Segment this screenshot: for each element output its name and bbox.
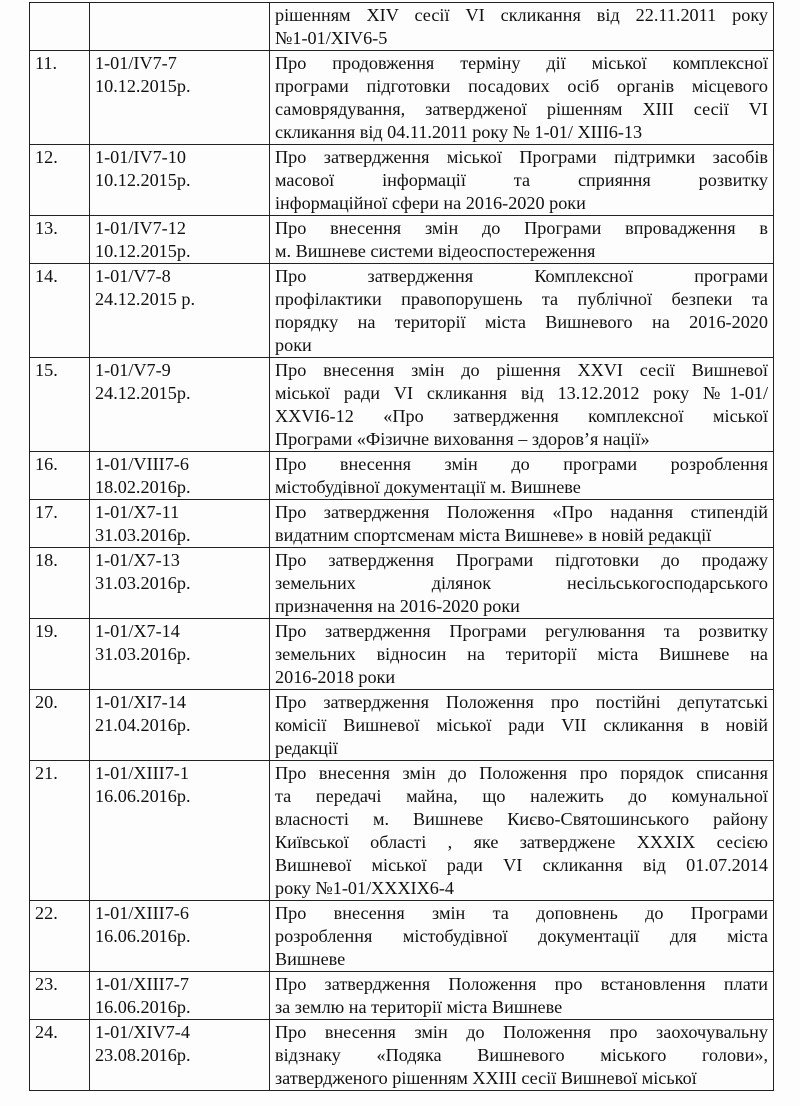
table-row [30, 619, 774, 690]
row-number: 11. [30, 51, 90, 145]
decision-title-line: видатним спортсменам міста Вишневе» в новій редакції [275, 525, 712, 545]
table-row [30, 761, 774, 901]
row-number: 22. [30, 901, 90, 972]
table-row [30, 500, 774, 548]
table-row [30, 1020, 774, 1091]
row-number: 23. [30, 972, 90, 1020]
decision-title-line: Про внесення змін до рішення XXVI сесії Вишневої [275, 360, 768, 380]
decision-title-line: масової інформації та сприяння розвитку [275, 170, 768, 190]
decision-code: 1-01/VIII7-6 [95, 454, 189, 474]
decision-date: 31.03.2016р. [95, 573, 191, 593]
decision-date: 10.12.2015р. [95, 241, 191, 261]
decision-title-line: 2016-2018 роки [275, 667, 396, 687]
decision-code-cell [90, 452, 270, 500]
decision-title-line: редакції [275, 738, 338, 758]
decision-date: 10.12.2015р. [95, 170, 191, 190]
table-row [30, 145, 774, 216]
decision-title-line: рішенням XIV сесії VI скликання від 22.11.2011 року [275, 5, 768, 25]
decision-title-cell [270, 358, 774, 452]
decision-date: 10.12.2015р. [95, 76, 191, 96]
decision-code-cell [90, 145, 270, 216]
decision-title-cell [270, 3, 774, 51]
decision-title-line: Про продовження терміну дії міської комплексної [275, 53, 768, 73]
table-row [30, 901, 774, 972]
decision-title-line: Про внесення змін до Положення про порядок списання [275, 763, 768, 783]
decision-title-line: Про затвердження Комплексної програми [275, 266, 768, 286]
decision-code-cell [90, 619, 270, 690]
table-row [30, 264, 774, 358]
decision-date: 16.06.2016р. [95, 997, 191, 1017]
decision-code-cell [90, 972, 270, 1020]
decision-title-cell [270, 216, 774, 264]
decision-title-line: відзнаку «Подяка Вишневого міського голови», [275, 1045, 768, 1065]
decision-code-cell [90, 548, 270, 619]
decision-title-line: містобудівної документації м. Вишневе [275, 477, 581, 497]
row-number: 15. [30, 358, 90, 452]
decision-code-cell [90, 216, 270, 264]
decision-title-cell [270, 1020, 774, 1091]
table-row [30, 972, 774, 1020]
decision-date: 18.02.2016р. [95, 477, 191, 497]
decision-date: 16.06.2016р. [95, 786, 191, 806]
decision-title-line: Про внесення змін до Положення про заохочувальну [275, 1022, 768, 1042]
decision-title-line: профілактики правопорушень та публічної безпеки та [275, 289, 768, 309]
decision-title-line: Київської області , яке затверджене XXXIX сесією [275, 832, 768, 852]
decision-title-line: Про затвердження Положення про встановлення плати [275, 974, 768, 994]
decision-title-cell [270, 690, 774, 761]
row-number: 20. [30, 690, 90, 761]
decision-title-cell [270, 619, 774, 690]
decision-title-line: комісії Вишневої міської ради VII скликання в новій [275, 715, 768, 735]
decision-title-line: скликання від 04.11.2011 року № 1-01/ XIII6-13 [275, 122, 643, 142]
table-row [30, 51, 774, 145]
decision-code-cell [90, 1020, 270, 1091]
decision-date: 24.12.2015 р. [95, 289, 196, 309]
decision-title-line: інформаційної сфери на 2016-2020 роки [275, 193, 586, 213]
decision-title-line: порядку на території міста Вишневого на 2016-2020 [275, 312, 768, 332]
decisions-table-body [30, 3, 774, 1091]
decision-title-cell [270, 972, 774, 1020]
table-row [30, 358, 774, 452]
decision-title-line: призначення на 2016-2020 роки [275, 596, 520, 616]
decision-title-line: земельних відносин на території міста Вишневе на [275, 644, 768, 664]
decision-title-line: та передачі майна, що належить до комунальної [275, 786, 768, 806]
row-number: 19. [30, 619, 90, 690]
row-number: 12. [30, 145, 90, 216]
row-number [30, 3, 90, 51]
decision-title-line: Про внесення змін до Програми впровадження в [275, 218, 768, 238]
decision-title-line: земельних ділянок несільськогосподарського [275, 573, 768, 593]
decision-title-line: Про затвердження Програми підготовки до продажу [275, 550, 768, 570]
decision-title-cell [270, 761, 774, 901]
decision-title-line: Програми «Фізичне виховання – здоров’я нації» [275, 429, 650, 449]
table-row [30, 216, 774, 264]
table-row [30, 690, 774, 761]
decision-code: 1-01/XIII7-6 [95, 903, 189, 923]
decision-title-line: самоврядування, затвердженої рішенням XIII сесії VI [275, 99, 768, 119]
row-number: 17. [30, 500, 90, 548]
decision-code: 1-01/X7-11 [95, 502, 180, 522]
decision-code: 1-01/IV7-12 [95, 218, 186, 238]
decision-code: 1-01/X7-14 [95, 621, 180, 641]
decision-title-line: Вишневе [275, 949, 346, 969]
row-number: 13. [30, 216, 90, 264]
decision-title-line: Про затвердження Положення «Про надання стипендій [275, 502, 768, 522]
decision-title-cell [270, 51, 774, 145]
decision-title-line: Про внесення змін до програми розроблення [275, 454, 768, 474]
decision-title-cell [270, 500, 774, 548]
decision-title-line: м. Вишневе системи відеоспостереження [275, 241, 596, 261]
row-number: 14. [30, 264, 90, 358]
decision-title-line: №1-01/XIV6-5 [275, 28, 388, 48]
decision-code: 1-01/XIII7-1 [95, 763, 189, 783]
row-number: 16. [30, 452, 90, 500]
decision-code: 1-01/XIV7-4 [95, 1022, 190, 1042]
decisions-table [29, 2, 774, 1091]
decision-title-cell [270, 548, 774, 619]
decision-title-line: року №1-01/XXXIX6-4 [275, 878, 454, 898]
decision-title-line: Про внесення змін та доповнень до Програми [275, 903, 768, 923]
decision-title-line: міської ради VI скликання від 13.12.2012 року №1-01/ [275, 383, 768, 403]
decision-title-line: програми підготовки посадових осіб органів місцевого [275, 76, 768, 96]
decision-title-line: власності м. Вишневе Києво-Святошинського району [275, 809, 768, 829]
decision-date: 31.03.2016р. [95, 525, 191, 545]
decision-code-cell [90, 761, 270, 901]
row-number: 24. [30, 1020, 90, 1091]
decision-code: 1-01/V7-8 [95, 266, 171, 286]
decision-title-line: Про затвердження міської Програми підтримки засобів [275, 147, 768, 167]
decision-code: 1-01/V7-9 [95, 360, 171, 380]
decision-code-cell [90, 690, 270, 761]
decision-code-cell [90, 264, 270, 358]
decision-title-line: XXVI6-12 «Про затвердження комплексної міської [275, 406, 768, 426]
decision-title-cell [270, 145, 774, 216]
decision-code-cell [90, 500, 270, 548]
decision-code-cell [90, 901, 270, 972]
decision-date: 24.12.2015р. [95, 383, 191, 403]
decision-code-cell [90, 358, 270, 452]
table-row [30, 3, 774, 51]
decision-date: 23.08.2016р. [95, 1045, 191, 1065]
decision-code: 1-01/XIII7-7 [95, 974, 189, 994]
decision-title-line: Вишневої міської ради VI скликання від 01.07.2014 [275, 855, 768, 875]
decision-code: 1-01/X7-13 [95, 550, 180, 570]
decision-title-line: Про затвердження Програми регулювання та розвитку [275, 621, 768, 641]
row-number: 21. [30, 761, 90, 901]
decision-title-line: розроблення містобудівної документації для міста [275, 926, 768, 946]
row-number: 18. [30, 548, 90, 619]
decision-title-line: затвердженого рішенням XXIII сесії Вишневої міської [275, 1068, 697, 1088]
decision-code-cell [90, 51, 270, 145]
decision-title-line: Про затвердження Положення про постійні депутатські [275, 692, 768, 712]
decision-code-cell [90, 3, 270, 51]
table-row [30, 452, 774, 500]
decision-title-cell [270, 901, 774, 972]
decision-date: 31.03.2016р. [95, 644, 191, 664]
decision-title-line: за землю на території міста Вишневе [275, 997, 563, 1017]
table-row [30, 548, 774, 619]
decision-date: 16.06.2016р. [95, 926, 191, 946]
decision-code: 1-01/IV7-10 [95, 147, 186, 167]
decision-code: 1-01/XI7-14 [95, 692, 186, 712]
decision-code: 1-01/IV7-7 [95, 53, 177, 73]
decision-title-line: роки [275, 335, 312, 355]
decision-title-cell [270, 452, 774, 500]
decision-date: 21.04.2016р. [95, 715, 191, 735]
decision-title-cell [270, 264, 774, 358]
